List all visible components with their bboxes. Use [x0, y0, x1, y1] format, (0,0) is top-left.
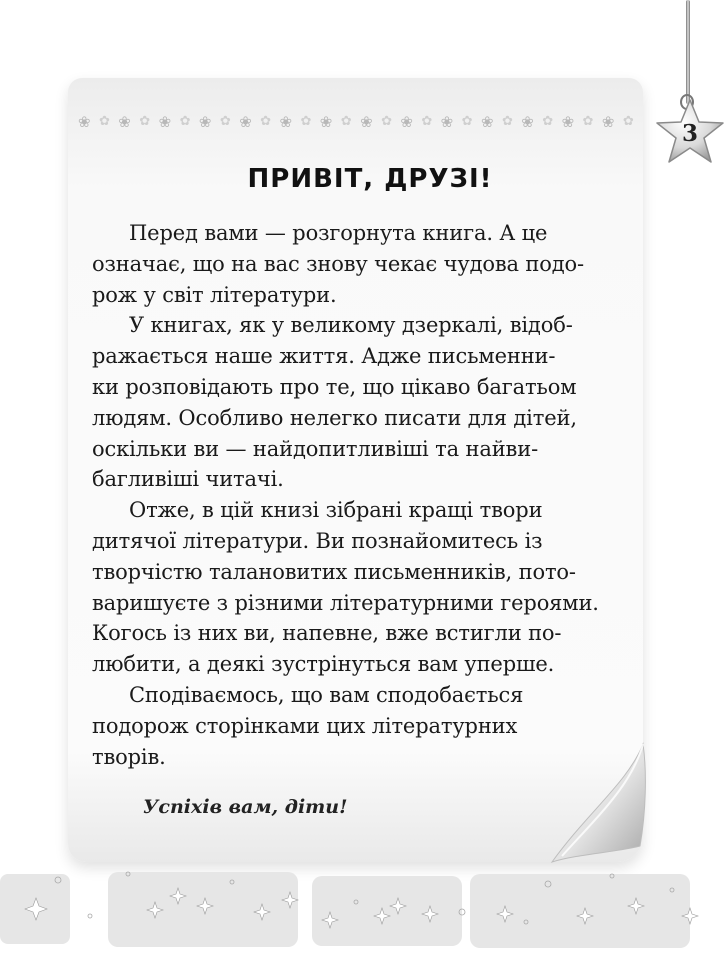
- flourish-border-icon: ❀: [521, 113, 534, 131]
- flourish-border-icon: ❀: [360, 113, 373, 131]
- text-line: оскільки ви — найдопитливіші та найви-: [92, 436, 539, 461]
- body-text: [92, 218, 622, 772]
- text-line: рож у світ літератури.: [92, 282, 337, 307]
- text-line: людям. Особливо нелегко писати для дітей,: [92, 405, 577, 430]
- sparkle-decoration: [0, 862, 725, 970]
- flourish-border-icon: ❀: [480, 113, 494, 131]
- text-line: дитячої літератури. Ви познайомитесь із: [92, 528, 543, 553]
- flourish-border-icon: ✿: [300, 114, 312, 129]
- page-number: 3: [681, 120, 698, 147]
- text-line: творів.: [92, 744, 166, 769]
- flourish-border-icon: ✿: [501, 114, 513, 129]
- flourish-border-icon: ❀: [279, 113, 293, 131]
- page-heading: ПРИВІТ, ДРУЗІ!: [247, 164, 493, 194]
- text-line: Перед вами — розгорнута книга. А це: [129, 221, 548, 245]
- flourish-border-icon: ❀: [118, 113, 131, 131]
- flourish-border-icon: ✿: [98, 114, 110, 129]
- flourish-border-icon: ❀: [561, 113, 575, 131]
- flourish-border-icon: ✿: [139, 114, 151, 129]
- flourish-border-icon: ✿: [260, 114, 272, 129]
- flourish-border-icon: ✿: [542, 114, 554, 129]
- flourish-border-icon: ✿: [461, 114, 473, 129]
- flourish-border-icon: ✿: [219, 114, 231, 129]
- text-line: варишуєте з різними літературними героями.: [92, 590, 599, 615]
- flourish-border-icon: ❀: [198, 113, 212, 131]
- text-line: У книгах, як у великому дзеркалі, відоб-: [129, 313, 573, 338]
- flourish-border-icon: ✿: [582, 114, 594, 129]
- flourish-border-icon: ❀: [319, 113, 333, 131]
- text-line: творчістю талановитих письменників, пото-: [92, 559, 576, 584]
- text-line: Сподіваємось, що вам сподобається: [129, 682, 524, 707]
- flourish-border-icon: ✿: [381, 114, 392, 129]
- text-line: Когось із них ви, напевне, вже встигли по-: [92, 621, 562, 646]
- badge-hanging-string: [686, 0, 690, 104]
- page-number-badge: [655, 98, 725, 166]
- flourish-border-icon: ✿: [340, 114, 352, 129]
- text-line: Отже, в цій книзі зібрані кращі твори: [129, 498, 543, 523]
- flourish-border-icon: ✿: [421, 114, 433, 129]
- text-line: любити, а деякі зустрінуться вам уперше.: [92, 652, 555, 677]
- flourish-border-icon: ✿: [179, 114, 191, 129]
- text-line: ки розповідають про те, що цікаво багатьом: [92, 374, 577, 399]
- text-line: подорож сторінками цих літературних: [92, 713, 518, 738]
- signoff-text: Успіхів вам, діти!: [143, 796, 348, 818]
- page-curl-icon: [548, 742, 648, 866]
- decorative-border: [78, 111, 634, 133]
- flourish-border-icon: ❀: [239, 113, 252, 131]
- text-line: означає, що на вас знову чекає чудова подо-: [92, 251, 584, 276]
- flourish-border-icon: ❀: [601, 113, 615, 131]
- text-line: багливіші читачі.: [92, 467, 284, 492]
- flourish-border-icon: ✿: [622, 114, 634, 129]
- flourish-border-icon: ❀: [78, 113, 91, 131]
- flourish-border-icon: ❀: [158, 113, 172, 131]
- text-line: ражається наше життя. Адже письменни-: [92, 344, 556, 369]
- flourish-border-icon: ❀: [400, 113, 413, 131]
- flourish-border-icon: ❀: [440, 113, 454, 131]
